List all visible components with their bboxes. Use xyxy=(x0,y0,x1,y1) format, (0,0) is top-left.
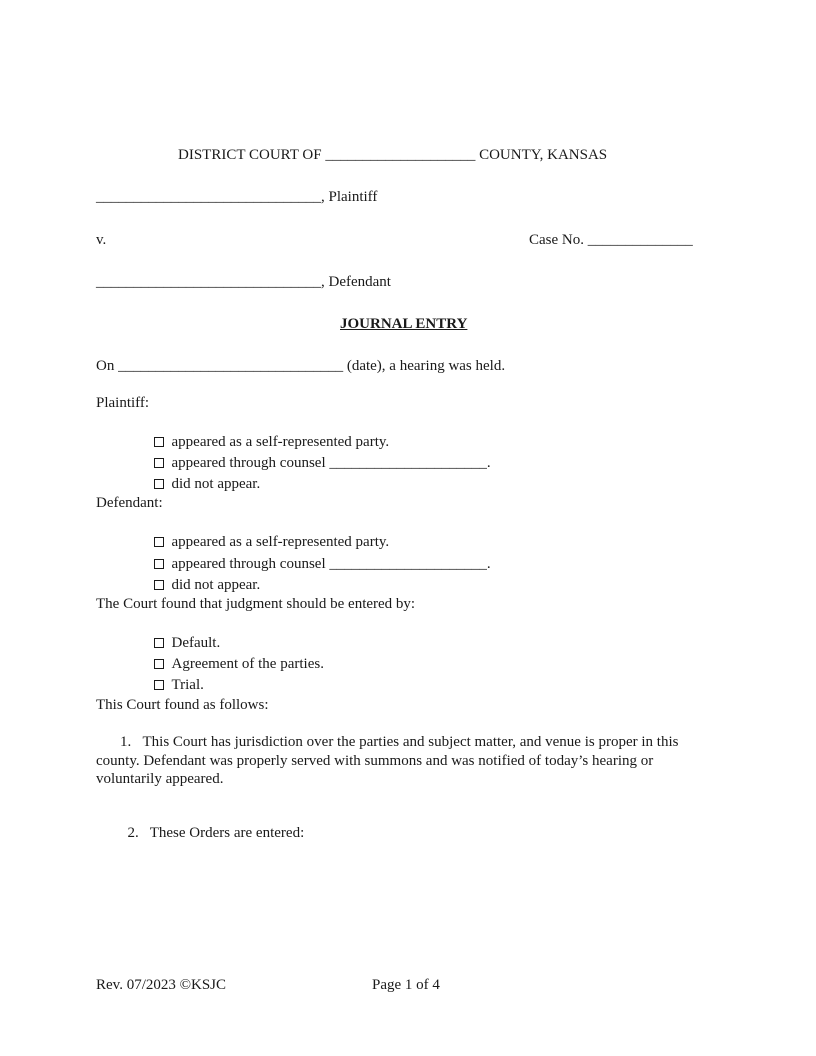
finding-number: 2. xyxy=(127,825,139,841)
plaintiff-name-line: ______________________________, Plaintiff xyxy=(96,189,378,205)
findings-intro: This Court found as follows: xyxy=(96,697,269,713)
plaintiff-section-label: Plaintiff: xyxy=(96,395,150,411)
hearing-date-line: On ______________________________ (date), a hearing was held. xyxy=(96,358,506,374)
option-label: did not appear. xyxy=(171,476,261,492)
finding-item-1 xyxy=(96,733,720,789)
footer-revision: Rev. 07/2023 ©KSJC xyxy=(96,977,227,993)
footer-page-number: Page 1 of 4 xyxy=(372,977,440,993)
court-header: DISTRICT COURT OF ____________________ COUNTY, KANSAS xyxy=(178,147,608,163)
checkbox-icon[interactable] xyxy=(154,680,164,690)
option-label: did not appear. xyxy=(171,577,261,593)
defendant-option-did-not-appear[interactable] xyxy=(146,558,260,594)
finding-item-2 xyxy=(120,806,304,842)
defendant-name-line: ______________________________, Defendant xyxy=(96,274,391,290)
option-label: appeared through counsel _____________________. xyxy=(171,556,491,572)
finding-number: 1. xyxy=(120,734,132,750)
checkbox-icon[interactable] xyxy=(154,479,164,489)
defendant-section-label: Defendant: xyxy=(96,495,163,511)
option-label: appeared through counsel _____________________. xyxy=(171,455,491,471)
option-label: Default. xyxy=(171,635,221,651)
checkbox-icon[interactable] xyxy=(154,580,164,590)
judgment-section-label: The Court found that judgment should be entered by: xyxy=(96,596,416,612)
option-label: appeared as a self-represented party. xyxy=(171,434,390,450)
option-label: appeared as a self-represented party. xyxy=(171,534,390,550)
judgment-option-trial[interactable] xyxy=(146,658,204,694)
document-title: JOURNAL ENTRY xyxy=(340,316,468,332)
case-number-line: Case No. ______________ xyxy=(529,232,693,248)
versus-label: v. xyxy=(96,232,107,248)
option-label: Trial. xyxy=(171,677,204,693)
option-label: Agreement of the parties. xyxy=(171,656,324,672)
finding-text: These Orders are entered: xyxy=(149,825,305,841)
plaintiff-option-did-not-appear[interactable] xyxy=(146,457,260,493)
finding-text: This Court has jurisdiction over the parties and subject matter, and venue is proper in this county. Defendant was properly served with summons and was notified of today’s hearing or voluntarily appeared. xyxy=(96,734,679,787)
